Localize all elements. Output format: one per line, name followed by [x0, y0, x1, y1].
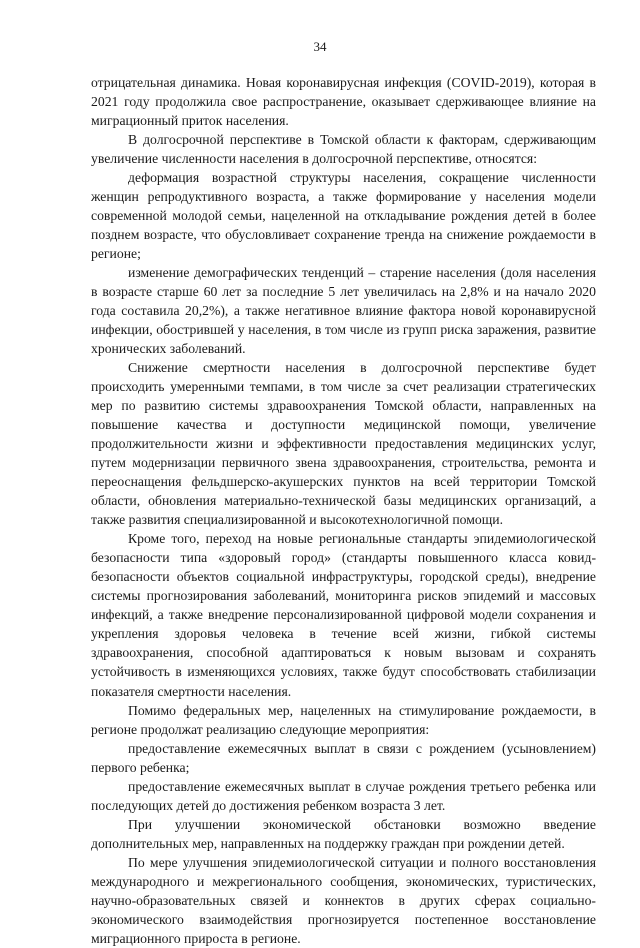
paragraph: изменение демографических тенденций – старение населения (доля населения в возрасте старше 60 лет за последние 5 лет увеличилась на 2,8% и на начало 2020 года составила 20,2%), а также негативное влияние фактора новой коронавирусной инфекции, обострившей у населения, в том числе из групп риска заражения, развитие хронических заболеваний. — [91, 265, 596, 357]
paragraph: предоставление ежемесячных выплат в случае рождения третьего ребенка или последующих детей до достижения ребенком возраста 3 лет. — [91, 778, 596, 813]
paragraph: Кроме того, переход на новые региональные стандарты эпидемиологической безопасности типа «здоровый город» (стандарты повышенного класса ковид-безопасности объектов социальной инфраструктуры, городской среды), внедрение системы прогнозирования заболеваний, мониторинга рисков эпидемий и массовых инфекций, а также внедрение персонализированной цифровой модели сохранения и укрепления здоровья человека в течение всей жизни, гибкой системы здравоохранения, способной адаптироваться к новым вызовам и сохранять устойчивость в изменяющихся условиях, также будут способствовать стабилизации показателя смертности населения. — [91, 531, 596, 699]
paragraph: При улучшении экономической обстановки возможно введение дополнительных мер, направленных на поддержку граждан при рождении детей. — [91, 816, 596, 851]
paragraph: предоставление ежемесячных выплат в связи с рождением (усыновлением) первого ребенка; — [91, 740, 596, 775]
paragraph: В долгосрочной перспективе в Томской области к факторам, сдерживающим увеличение численности населения в долгосрочной перспективе, относятся: — [91, 132, 596, 167]
paragraph: деформация возрастной структуры населения, сокращение численности женщин репродуктивного возраста, а также формирование у населения модели современной молодой семьи, нацеленной на откладывание рождения детей в более позднем возрасте, что обусловливает сохранение тренда на снижение рождаемости в регионе; — [91, 170, 596, 262]
page-number: 34 — [313, 39, 327, 54]
paragraph: Снижение смертности населения в долгосрочной перспективе будет происходить умеренными темпами, в том числе за счет реализации стратегических мер по развитию системы здравоохранения Томской области, направленных на повышение качества и доступности медицинской помощи, увеличение продолжительности жизни и эффективности предоставления медицинских услуг, путем модернизации первичного звена здравоохранения, строительства, ремонта и переоснащения фельдшерско-акушерских пунктов на всей территории Томской области, обновления материально-технической базы медицинских организаций, а также развития специализированной и высокотехнологичной помощи. — [91, 360, 596, 528]
page-body — [91, 73, 596, 948]
paragraph: Помимо федеральных мер, нацеленных на стимулирование рождаемости, в регионе продолжат реализацию следующие мероприятия: — [91, 702, 596, 737]
paragraph: По мере улучшения эпидемиологической ситуации и полного восстановления международного и межрегионального сообщения, экономических, туристических, научно-образовательных связей и коннектов в других сферах социально-экономического взаимодействия прогнозируется постепенное восстановление миграционного прироста в регионе. — [91, 854, 596, 946]
paragraph: отрицательная динамика. Новая коронавирусная инфекция (COVID-2019), которая в 2021 году продолжила свое распространение, оказывает сдерживающее влияние на миграционный приток населения. — [91, 75, 596, 129]
